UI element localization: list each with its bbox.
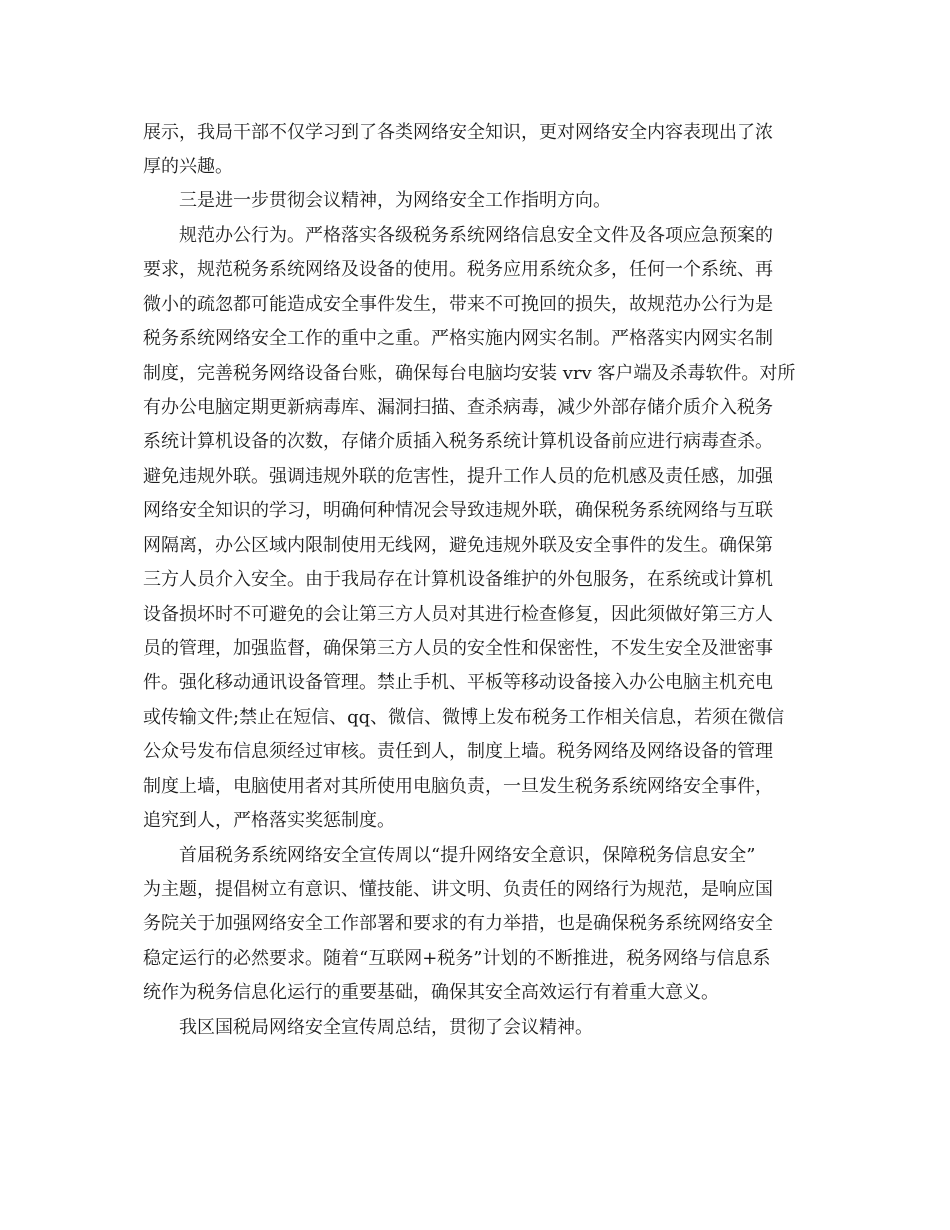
text-line: 避免违规外联。强调违规外联的危害性，提升工作人员的危机感及责任感，加强	[143, 466, 773, 487]
text-line: 厚的兴趣。	[143, 156, 233, 177]
text-line: 要求，规范税务系统网络及设备的使用。税务应用系统众多，任何一个系统、再	[143, 259, 773, 280]
text-line: 我区国税局网络安全宣传周总结，贯彻了会议精神。	[179, 1017, 593, 1038]
text-line: 公众号发布信息须经过审核。责任到人，制度上墙。税务网络及网络设备的管理	[143, 741, 773, 762]
text-line: 三是进一步贯彻会议精神，为网络安全工作指明方向。	[179, 190, 611, 211]
text-line: 设备损坏时不可避免的会让第三方人员对其进行检查修复，因此须做好第三方人	[143, 604, 773, 625]
text-line: 为主题，提倡树立有意识、懂技能、讲文明、负责任的网络行为规范，是响应国	[143, 879, 773, 900]
text-line: 员的管理，加强监督，确保第三方人员的安全性和保密性，不发生安全及泄密事	[143, 638, 773, 659]
text-line: 务院关于加强网络安全工作部署和要求的有力举措，也是确保税务系统网络安全	[143, 913, 773, 934]
text-line: 统作为税务信息化运行的重要基础，确保其安全高效运行有着重大意义。	[143, 982, 719, 1003]
text-line: 微小的疏忽都可能造成安全事件发生，带来不可挽回的损失，故规范办公行为是	[143, 294, 773, 315]
text-line: 追究到人，严格落实奖惩制度。	[143, 810, 395, 831]
text-line: 制度上墙，电脑使用者对其所使用电脑负责，一旦发生税务系统网络安全事件，	[143, 776, 773, 797]
text-line: 三方人员介入安全。由于我局存在计算机设备维护的外包服务，在系统或计算机	[143, 569, 773, 590]
text-line: 或传输文件;禁止在短信、qq、微信、微博上发布税务工作相关信息，若须在微信	[143, 707, 785, 728]
text-line: 网隔离，办公区域内限制使用无线网，避免违规外联及安全事件的发生。确保第	[143, 535, 773, 556]
text-line: 系统计算机设备的次数，存储介质插入税务系统计算机设备前应进行病毒查杀。	[143, 431, 773, 452]
text-line: 制度，完善税务网络设备台账，确保每台电脑均安装 vrv 客户端及杀毒软件。对所	[143, 363, 796, 384]
text-line: 网络安全知识的学习，明确何种情况会导致违规外联，确保税务系统网络与互联	[143, 500, 773, 521]
text-line: 有办公电脑定期更新病毒库、漏洞扫描、查杀病毒，减少外部存储介质介入税务	[143, 397, 773, 418]
text-line: 税务系统网络安全工作的重中之重。严格实施内网实名制。严格落实内网实名制	[143, 328, 773, 349]
text-line: 稳定运行的必然要求。随着“互联网+税务”计划的不断推进，税务网络与信息系	[143, 948, 771, 969]
text-line: 展示，我局干部不仅学习到了各类网络安全知识，更对网络安全内容表现出了浓	[143, 122, 773, 143]
text-line: 首届税务系统网络安全宣传周以“提升网络安全意识，保障税务信息安全”	[179, 845, 756, 866]
text-line: 件。强化移动通讯设备管理。禁止手机、平板等移动设备接入办公电脑主机充电	[143, 672, 773, 693]
text-line: 规范办公行为。严格落实各级税务系统网络信息安全文件及各项应急预案的	[179, 225, 773, 246]
